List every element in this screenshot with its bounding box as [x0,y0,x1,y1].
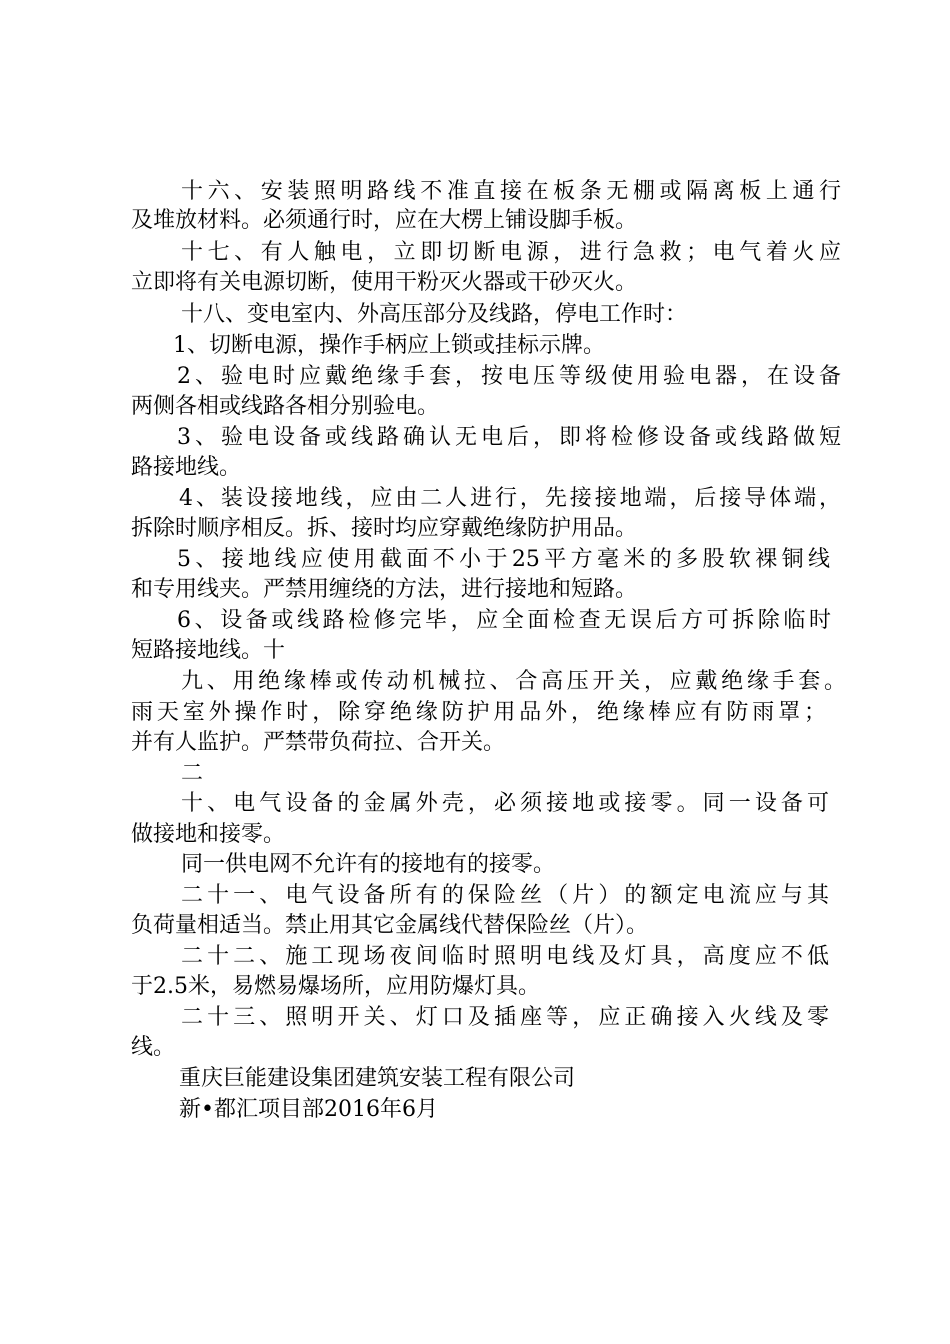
paragraph-21-line-1: 二十一、电气设备所有的保险丝（片）的额定电流应与其 [181,883,829,908]
item-3-line-1: 3、验电设备或线路确认无电后，即将检修设备或线路做短 [177,425,841,450]
project-date: 新•都汇项目部2016年6月 [179,1097,438,1122]
paragraph-21-line-2: 负荷量相适当。禁止用其它金属线代替保险丝（片）。 [131,913,649,938]
item-5-line-2: 和专用线夹。严禁用缠绕的方法，进行接地和短路。 [131,577,638,602]
paragraph-19-line-1: 九、用绝缘棒或传动机械拉、合高压开关，应戴绝缘手套。 [181,669,846,694]
item-2-line-2: 两侧各相或线路各相分别验电。 [131,394,440,419]
paragraph-22-line-1: 二十二、施工现场夜间临时照明电线及灯具，高度应不低 [181,944,829,969]
item-6-line-1: 6、设备或线路检修完毕，应全面检查无误后方可拆除临时 [177,608,831,633]
paragraph-23-line-1: 二十三、照明开关、灯口及插座等，应正确接入火线及零 [181,1005,829,1030]
item-6-line-2: 短路接地线。十 [131,638,286,663]
paragraph-18-heading: 十八、变电室内、外高压部分及线路，停电工作时： [181,302,688,327]
item-2-line-1: 2、验电时应戴绝缘手套，按电压等级使用验电器，在设备 [177,364,841,389]
item-4-line-1: 4、装设接地线，应由二人进行，先接接地端，后接导体端， [179,486,841,511]
item-4-line-2: 拆除时顺序相反。拆、接时均应穿戴绝缘防护用品。 [131,516,638,541]
item-1: 1、切断电源，操作手柄应上锁或挂标示牌。 [173,333,605,358]
paragraph-16-line-1: 十六、安装照明路线不准直接在板条无棚或隔离板上通行 [181,179,841,204]
item-3-line-2: 路接地线。 [131,455,242,480]
paragraph-20-line-1: 十、电气设备的金属外壳，必须接地或接零。同一设备可 [181,791,829,816]
paragraph-20-line-3: 同一供电网不允许有的接地有的接零。 [181,852,556,877]
paragraph-22-line-2: 于2.5米，易燃易爆场所，应用防爆灯具。 [131,974,540,999]
company-name: 重庆巨能建设集团建筑安装工程有限公司 [179,1066,576,1091]
item-5-line-1: 5、接地线应使用截面不小于25平方毫米的多股软裸铜线 [177,547,830,572]
paragraph-19-line-2: 雨天室外操作时，除穿绝缘防护用品外，绝缘棒应有防雨罩； [131,700,826,725]
paragraph-20-line-2: 做接地和接零。 [131,822,286,847]
paragraph-20-prefix: 二 [181,761,204,786]
paragraph-23-line-2: 线。 [131,1035,176,1060]
paragraph-16-line-2: 及堆放材料。必须通行时，应在大楞上铺设脚手板。 [131,208,638,233]
paragraph-17-line-2: 立即将有关电源切断，使用干粉灭火器或干砂灭火。 [131,270,638,295]
paragraph-19-line-3: 并有人监护。严禁带负荷拉、合开关。 [131,730,506,755]
paragraph-17-line-1: 十七、有人触电，立即切断电源，进行急救；电气着火应 [181,240,841,265]
